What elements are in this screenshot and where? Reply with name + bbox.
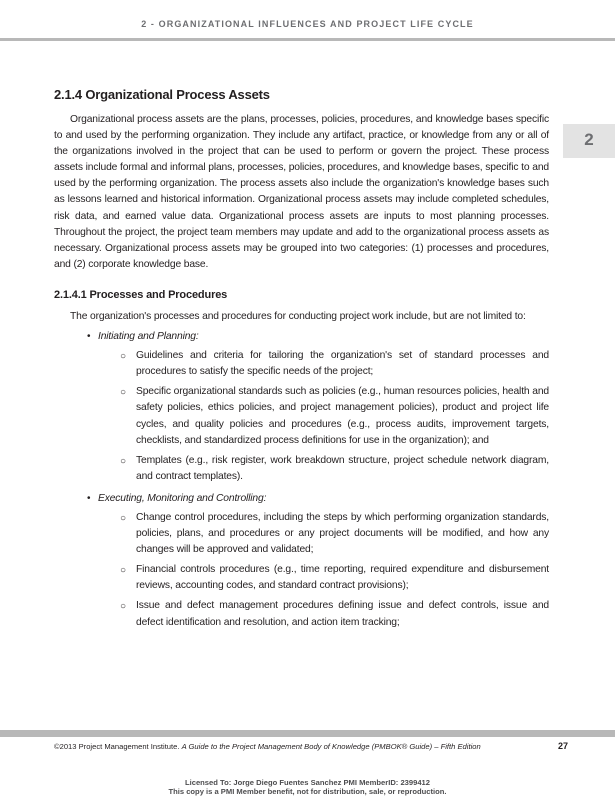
circle-bullet-icon: ○ [120, 565, 126, 577]
sub-bullet-text: Issue and defect management procedures defining issue and defect controls, issue and defect identification and resolution, and action item tracking; [136, 600, 549, 628]
bullet-list [54, 329, 549, 631]
header-divider [0, 38, 615, 41]
running-header-title: 2 - ORGANIZATIONAL INFLUENCES AND PROJECT LIFE CYCLE [141, 19, 474, 29]
sub-bullet-item [98, 510, 549, 558]
sub-bullet-item [98, 384, 549, 448]
subsection-heading: 2.1.4.1 Processes and Procedures [54, 288, 228, 301]
subsection-intro: The organization's processes and procedures for conducting project work include, but are not limited to: [70, 310, 526, 322]
bullet-label: Initiating and Planning: [98, 331, 199, 343]
section-paragraph: Organizational process assets are the plans, processes, policies, procedures, and knowledge bases specific to and used by the performing organization. They include any artifact, practice, or knowledge from any or all of the organizations involved in the project that can be used to perform or govern the project. These process assets include formal and informal plans, processes, policies, procedures, and knowledge bases, specific to and used by the performing organization. The process assets also include the organization's knowledge bases such as lessons learned and historical information. Organizational process assets may include completed schedules, risk data, and earned value data. Organizational process assets are inputs to most planning processes. Throughout the project, the project team members may update and add to the organizational process assets as necessary. Organizational process assets may be grouped into two categories: (1) processes and procedures, and (2) corporate knowledge base. [54, 114, 549, 270]
sub-bullet-text: Templates (e.g., risk register, work breakdown structure, project schedule network diagram, and contract templates). [136, 454, 549, 482]
sub-bullet-item [98, 453, 549, 485]
license-notice [0, 778, 615, 796]
sub-bullet-text: Guidelines and criteria for tailoring the organization's set of standard processes and procedures to satisfy the specific needs of the project; [136, 350, 549, 378]
bullet-dot-icon: • [87, 492, 91, 504]
footer-citation [54, 742, 494, 751]
page-body [54, 86, 549, 637]
sub-bullet-text: Specific organizational standards such as policies (e.g., human resources policies, health and safety policies, ethics policies, and project management policies), product and project life cycles, and quality policies and procedures (e.g., process audits, improvement targets, checklists, and standardized process definitions for use in the organization); and [136, 386, 549, 446]
sub-bullet-text: Financial controls procedures (e.g., time reporting, required expenditure and disbursement reviews, accounting codes, and standard contract provisions); [136, 564, 549, 592]
footer-divider [0, 730, 615, 737]
circle-bullet-icon: ○ [120, 387, 126, 399]
circle-bullet-icon: ○ [120, 351, 126, 363]
circle-bullet-icon: ○ [120, 512, 126, 524]
bullet-dot-icon: • [87, 331, 91, 343]
chapter-tab [563, 124, 615, 158]
license-line-1: Licensed To: Jorge Diego Fuentes Sanchez PMI MemberID: 2399412 [184, 778, 431, 787]
license-line-2: This copy is a PMI Member benefit, not for distribution, sale, or reproduction. [168, 787, 447, 796]
bullet-label: Executing, Monitoring and Controlling: [98, 492, 267, 504]
sub-bullet-text: Change control procedures, including the steps by which performing organization standards, policies, plans, and procedures or any project documents will be modified, and how any changes will be approved and validated; [136, 511, 549, 556]
footer-copyright: ©2013 Project Management Institute. [54, 742, 180, 751]
sub-bullet-item [98, 562, 549, 594]
sub-bullet-list [98, 348, 549, 485]
sub-bullet-item [98, 598, 549, 630]
bullet-item-executing-monitoring [54, 491, 549, 631]
circle-bullet-icon: ○ [120, 455, 126, 467]
sub-bullet-list [98, 510, 549, 631]
page-number: 27 [557, 741, 568, 751]
running-header [0, 0, 615, 40]
bullet-item-initiating-planning [54, 329, 549, 485]
footer-book-title: A Guide to the Project Management Body of Knowledge (PMBOK® Guide) – Fifth Edition [181, 742, 481, 751]
circle-bullet-icon: ○ [120, 601, 126, 613]
chapter-tab-number: 2 [584, 130, 594, 149]
sub-bullet-item [98, 348, 549, 380]
section-heading: 2.1.4 Organizational Process Assets [54, 87, 270, 102]
